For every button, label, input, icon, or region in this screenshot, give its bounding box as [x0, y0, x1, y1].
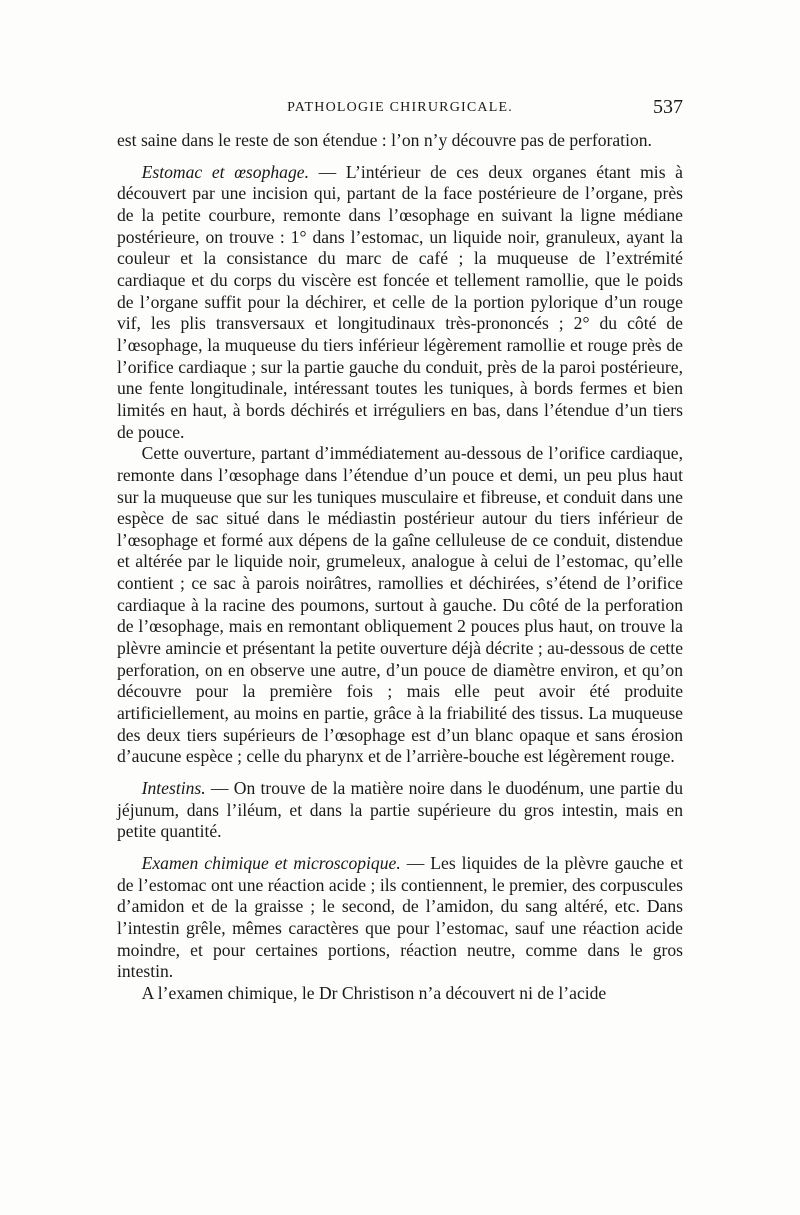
running-title: PATHOLOGIE CHIRURGICALE. [287, 100, 513, 115]
paragraph-text: Cette ouverture, partant d’immédiatement au-dessous de l’orifice cardiaque, remonte dans l’œsophage dans l’étendue d’un pouce et demi, un peu plus haut sur la muqueuse que sur les tuniques musculaire et fibreuse, et conduit dans une espèce de sac situé dans le médiastin postérieur autour du tiers inférieur de l’œsophage et formé aux dépens de la gaîne celluleuse de ce conduit, distendue et altérée par le liquide noir, grumeleux, analogue à celui de l’estomac, qu’elle contient ; ce sac à parois noirâtres, ramollies et déchirées, s’étend de l’orifice cardiaque à la racine des poumons, surtout à gauche. Du côté de la perforation de l’œsophage, mais en remontant obliquement 2 pouces plus haut, on trouve la plèvre amincie et présentant la petite ouverture déjà décrite ; au-dessous de cette perforation, on en observe une autre, d’un pouce de diamètre environ, et qu’on découvre pour la première fois ; mais elle peut avoir été produite artificiellement, au moins en partie, grâce à la friabilité des tissus. La muqueuse des deux tiers supérieurs de l’œsophage est d’un blanc opaque et sans érosion d’aucune espèce ; celle du pharynx et de l’arrière-bouche est légèrement rouge. [117, 443, 683, 767]
page-number: 537 [653, 96, 683, 118]
paragraph [117, 130, 683, 152]
page-header [117, 96, 683, 122]
section-heading: Examen chimique et microscopique. [141, 853, 401, 873]
section-heading: Intestins. [141, 778, 206, 799]
paragraph-text: est saine dans le reste de son étendue : l’on n’y découvre pas de perforation. [117, 130, 652, 150]
paragraph [117, 162, 683, 444]
paragraph [117, 853, 683, 983]
paragraph [117, 778, 683, 843]
paragraph [117, 983, 683, 1005]
paragraph-text: — On trouve de la matière noire dans le duodénum, une partie du jéjunum, dans l’iléum, et dans la partie supérieure du gros intestin, mais en petite quantité. [117, 778, 683, 842]
paragraph-text: A l’examen chimique, le Dr Christison n’a découvert ni de l’acide [141, 982, 607, 1003]
body-text [117, 130, 683, 1005]
paragraph-text: — L’intérieur de ces deux organes étant mis à découvert par une incision qui, partant de la face postérieure de l’organe, près de la petite courbure, remonte dans l’œsophage en suivant la ligne médiane postérieure, on trouve : 1° dans l’estomac, un liquide noir, granuleux, ayant la couleur et la consistance du marc de café ; la muqueuse de l’extrémité cardiaque et du corps du viscère est foncée et tellement ramollie, que le poids de l’organe suffit pour la déchirer, et celle de la portion pylorique d’un rouge vif, les plis transversaux et longitudinaux très-prononcés ; 2° du côté de l’œsophage, la muqueuse du tiers inférieur légèrement ramollie et rouge près de l’orifice cardiaque ; sur la partie gauche du conduit, près de la paroi postérieure, une fente longitudinale, intéressant toutes les tuniques, à bords fermes et bien limités en haut, à bords déchirés et irréguliers en bas, dans l’étendue d’un tiers de pouce. [117, 161, 683, 442]
section-heading: Estomac et œsophage. [141, 161, 309, 182]
paragraph-text: — Les liquides de la plèvre gauche et de l’estomac ont une réaction acide ; ils contiennent, le premier, des corpuscules d’amidon et de la graisse ; le second, de l’amidon, du sang altéré, etc. Dans l’intestin grêle, mêmes caractères que pour l’estomac, sauf une réaction acide moindre, et pour certaines portions, réaction neutre, comme dans le gros intestin. [117, 853, 683, 982]
paragraph [117, 443, 683, 768]
